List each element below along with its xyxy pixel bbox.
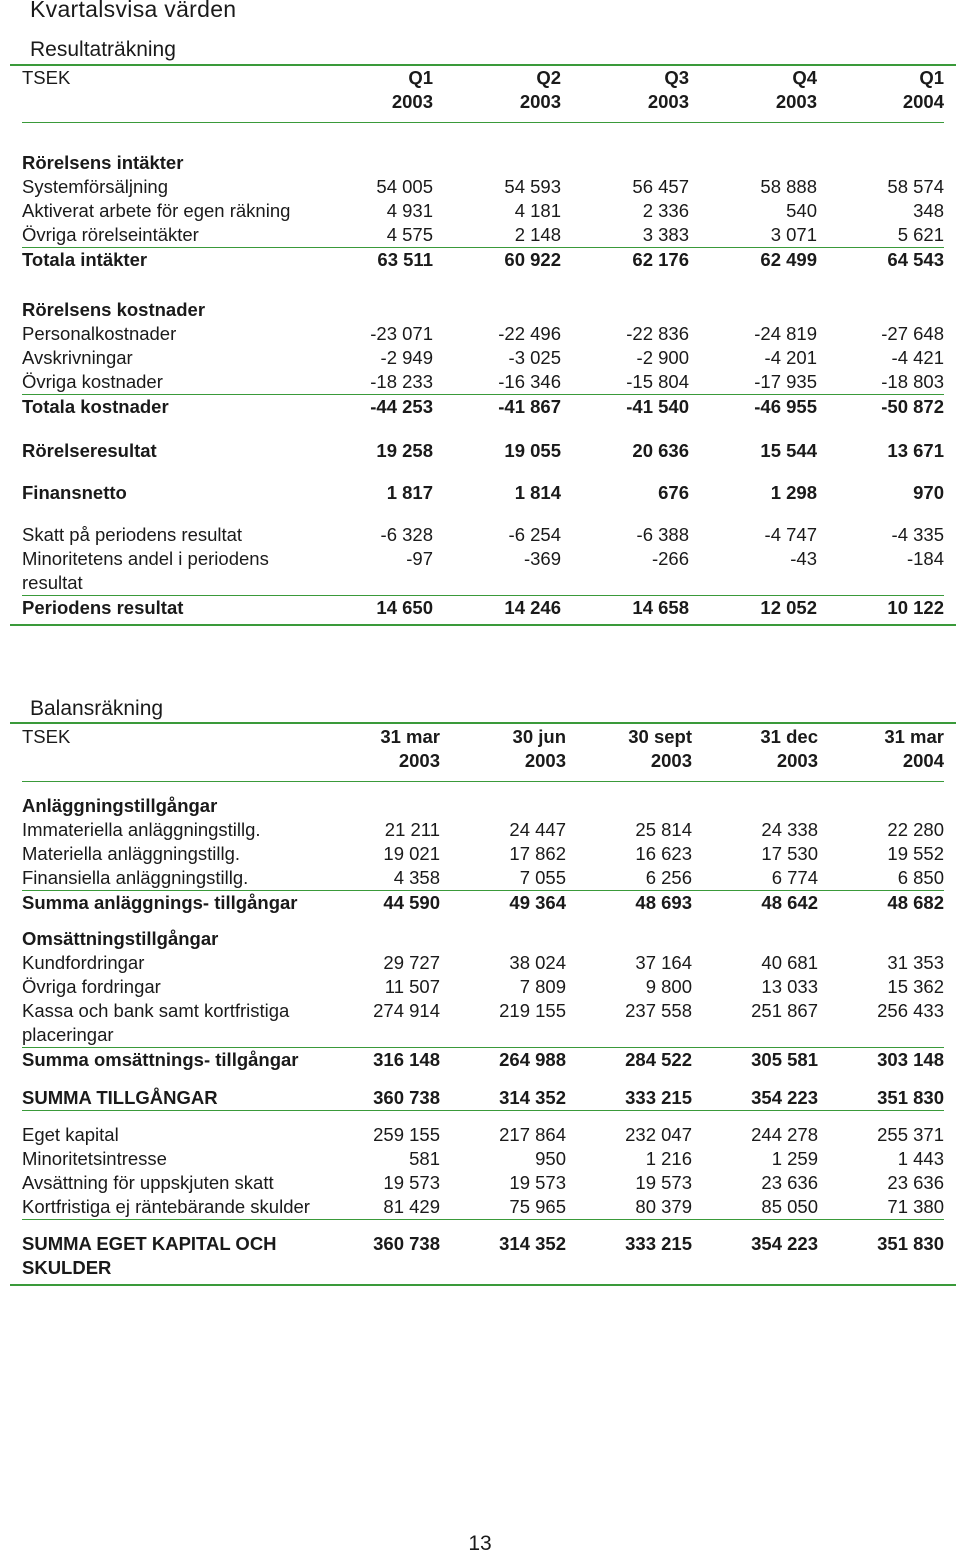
header-row <box>22 725 944 749</box>
value-cell: 676 <box>658 482 689 503</box>
value-cell: 1 259 <box>771 1148 818 1169</box>
value-cell: 232 047 <box>566 1111 692 1148</box>
table-row <box>22 123 944 176</box>
value-cell <box>818 915 944 951</box>
value-cell: 5 621 <box>897 224 944 245</box>
table-row <box>22 1111 944 1148</box>
value-cell: 14 246 <box>433 596 561 621</box>
value-cell: 17 530 <box>761 843 818 864</box>
header-spacer <box>22 90 326 123</box>
value-cell: 12 052 <box>689 596 817 621</box>
value-cell: 351 830 <box>818 1220 944 1281</box>
value-cell: 19 573 <box>635 1172 692 1193</box>
value-cell: 64 543 <box>817 248 944 273</box>
row-label: Immateriella anläggningstillg. <box>22 819 261 840</box>
table-row <box>22 999 944 1048</box>
value-cell: 274 914 <box>373 1000 440 1021</box>
value-cell: 23 636 <box>887 1172 944 1193</box>
value-cell: 81 429 <box>383 1196 440 1217</box>
table-row <box>22 1195 944 1220</box>
value-cell: -46 955 <box>689 395 817 420</box>
row-label: Kundfordringar <box>22 952 145 973</box>
value-cell <box>689 272 817 322</box>
unit-label: TSEK <box>22 67 71 88</box>
value-cell: 284 522 <box>566 1048 692 1073</box>
table-row <box>22 951 944 975</box>
value-cell: 360 738 <box>373 1087 440 1108</box>
value-cell: -27 648 <box>881 323 944 344</box>
row-label: SUMMA TILLGÅNGAR <box>22 1087 218 1108</box>
value-cell: -16 346 <box>498 371 561 392</box>
value-cell: 80 379 <box>635 1196 692 1217</box>
row-label: Avskrivningar <box>22 347 133 368</box>
row-label: Rörelsens kostnader <box>22 299 206 320</box>
value-cell: 10 122 <box>817 596 944 621</box>
row-label: Minoritetsintresse <box>22 1148 167 1169</box>
value-cell: 63 511 <box>326 248 433 273</box>
table-row <box>22 1048 944 1073</box>
value-cell: -6 388 <box>636 524 689 545</box>
table-row <box>22 547 944 596</box>
table-row <box>22 782 944 819</box>
value-cell: -18 233 <box>370 371 433 392</box>
period-header: Q3 <box>664 67 689 88</box>
value-cell: -22 836 <box>626 323 689 344</box>
row-label: Finansnetto <box>22 482 127 503</box>
table-row <box>22 891 944 916</box>
header-row-year <box>22 749 944 782</box>
row-label: Övriga fordringar <box>22 976 161 997</box>
row-label: Systemförsäljning <box>22 176 169 197</box>
value-cell: 1 443 <box>897 1148 944 1169</box>
value-cell: 19 573 <box>383 1172 440 1193</box>
value-cell: 13 033 <box>761 976 818 997</box>
income-statement-table <box>22 66 944 620</box>
value-cell: 1 814 <box>514 482 561 503</box>
value-cell <box>692 915 818 951</box>
value-cell: 48 682 <box>818 891 944 916</box>
table-row <box>22 175 944 199</box>
value-cell: 62 176 <box>561 248 689 273</box>
row-label: Personalkostnader <box>22 323 177 344</box>
value-cell: 16 623 <box>635 843 692 864</box>
value-cell: -4 747 <box>764 524 817 545</box>
value-cell: -4 335 <box>891 524 944 545</box>
value-cell: -24 819 <box>754 323 817 344</box>
value-cell: 11 507 <box>384 976 440 997</box>
period-header: Q1 <box>919 67 944 88</box>
table-row <box>22 1072 944 1111</box>
value-cell: -41 867 <box>433 395 561 420</box>
period-year: 2003 <box>398 750 440 771</box>
value-cell: -2 949 <box>380 347 433 368</box>
table-row <box>22 223 944 248</box>
table-row <box>22 866 944 891</box>
value-cell: 3 383 <box>642 224 689 245</box>
value-cell: 24 447 <box>509 819 566 840</box>
value-cell: 49 364 <box>440 891 566 916</box>
table-row <box>22 505 944 547</box>
value-cell: 333 215 <box>566 1220 692 1281</box>
value-cell: 44 590 <box>326 891 440 916</box>
period-header: 31 dec <box>760 726 818 747</box>
row-label: Eget kapital <box>22 1111 326 1148</box>
value-cell: 581 <box>409 1148 440 1169</box>
income-section-title: Resultaträkning <box>30 38 176 61</box>
row-label: Totala intäkter <box>22 248 326 273</box>
period-header: 30 sept <box>628 726 692 747</box>
value-cell: 6 256 <box>645 867 692 888</box>
period-year: 2003 <box>524 750 566 771</box>
value-cell: 264 988 <box>440 1048 566 1073</box>
value-cell: 219 155 <box>499 1000 566 1021</box>
value-cell: 237 558 <box>625 1000 692 1021</box>
row-label: Totala kostnader <box>22 395 326 420</box>
value-cell: 58 574 <box>887 176 944 197</box>
period-header: 31 mar <box>884 726 944 747</box>
value-cell: 14 658 <box>561 596 689 621</box>
value-cell: 4 575 <box>386 224 433 245</box>
table-row <box>22 975 944 999</box>
period-header: 30 jun <box>512 726 566 747</box>
value-cell <box>692 782 818 819</box>
value-cell: -3 025 <box>508 347 561 368</box>
value-cell: 255 371 <box>818 1111 944 1148</box>
row-label: Kortfristiga ej räntebärande skulder <box>22 1196 310 1217</box>
header-row <box>22 66 944 90</box>
value-cell: 19 258 <box>376 440 433 461</box>
value-cell: -4 421 <box>891 347 944 368</box>
value-cell <box>566 915 692 951</box>
value-cell: 23 636 <box>761 1172 818 1193</box>
value-cell: 314 352 <box>440 1220 566 1281</box>
value-cell: 85 050 <box>761 1196 818 1217</box>
value-cell: 24 338 <box>761 819 818 840</box>
table-row <box>22 248 944 273</box>
value-cell <box>440 782 566 819</box>
value-cell: 1 216 <box>645 1148 692 1169</box>
row-label: Kassa och bank samt kortfristiga placeringar <box>22 1000 290 1045</box>
value-cell <box>689 123 817 176</box>
period-year: 2004 <box>902 91 944 112</box>
value-cell: -17 935 <box>754 371 817 392</box>
value-cell: -50 872 <box>817 395 944 420</box>
value-cell <box>818 782 944 819</box>
period-header: Q2 <box>536 67 561 88</box>
period-year: 2003 <box>647 91 689 112</box>
value-cell: 1 817 <box>386 482 433 503</box>
value-cell: 348 <box>913 200 944 221</box>
value-cell: 4 358 <box>393 867 440 888</box>
value-cell: 60 922 <box>433 248 561 273</box>
value-cell: 256 433 <box>877 1000 944 1021</box>
period-year: 2003 <box>519 91 561 112</box>
balance-section-title: Balansräkning <box>30 697 164 720</box>
period-header: Q1 <box>408 67 433 88</box>
value-cell: -44 253 <box>326 395 433 420</box>
value-cell: 38 024 <box>509 952 566 973</box>
value-cell: 40 681 <box>761 952 818 973</box>
table-row <box>22 346 944 370</box>
value-cell: 6 774 <box>771 867 818 888</box>
value-cell: 13 671 <box>887 440 944 461</box>
value-cell: 58 888 <box>760 176 817 197</box>
row-label: Avsättning för uppskjuten skatt <box>22 1172 274 1193</box>
value-cell: 15 544 <box>760 440 817 461</box>
value-cell: 54 005 <box>376 176 433 197</box>
value-cell <box>326 123 433 176</box>
value-cell: 19 552 <box>887 843 944 864</box>
value-cell: 21 211 <box>384 819 440 840</box>
row-label: Omsättningstillgångar <box>22 928 219 949</box>
table-row <box>22 915 944 951</box>
value-cell: 4 181 <box>514 200 561 221</box>
value-cell <box>817 272 944 322</box>
row-label: Övriga kostnader <box>22 371 163 392</box>
value-cell <box>326 915 440 951</box>
income-bottom-rule <box>10 624 956 626</box>
value-cell: 7 055 <box>519 867 566 888</box>
table-row <box>22 395 944 420</box>
value-cell <box>433 123 561 176</box>
value-cell: 22 280 <box>887 819 944 840</box>
table-row <box>22 272 944 322</box>
value-cell: -43 <box>790 548 817 569</box>
unit-label: TSEK <box>22 726 71 747</box>
value-cell: 62 499 <box>689 248 817 273</box>
row-label: Summa omsättnings- tillgångar <box>22 1048 326 1073</box>
value-cell: 19 573 <box>509 1172 566 1193</box>
value-cell: 19 055 <box>504 440 561 461</box>
header-spacer <box>22 749 326 782</box>
table-row <box>22 818 944 842</box>
value-cell: 17 862 <box>509 843 566 864</box>
row-label: SUMMA EGET KAPITAL OCH SKULDER <box>22 1220 326 1281</box>
balance-bottom-rule <box>10 1284 956 1286</box>
row-label: Periodens resultat <box>22 596 326 621</box>
header-row-year <box>22 90 944 123</box>
row-label: Aktiverat arbete för egen räkning <box>22 200 291 221</box>
table-row <box>22 322 944 346</box>
table-row <box>22 370 944 395</box>
table-row <box>22 1171 944 1195</box>
period-year: 2003 <box>776 750 818 771</box>
value-cell: 54 593 <box>504 176 561 197</box>
value-cell: 970 <box>913 482 944 503</box>
value-cell: 351 830 <box>877 1087 944 1108</box>
value-cell <box>433 272 561 322</box>
value-cell: 360 738 <box>326 1220 440 1281</box>
value-cell <box>440 915 566 951</box>
value-cell: -6 328 <box>380 524 433 545</box>
row-label: Rörelsens intäkter <box>22 123 326 176</box>
row-label: Finansiella anläggningstillg. <box>22 867 249 888</box>
value-cell: 354 223 <box>751 1087 818 1108</box>
value-cell: 251 867 <box>751 1000 818 1021</box>
period-year: 2003 <box>775 91 817 112</box>
value-cell: -369 <box>523 548 561 569</box>
table-row <box>22 596 944 621</box>
value-cell: -22 496 <box>498 323 561 344</box>
balance-top-rule <box>10 722 956 724</box>
value-cell: 540 <box>786 200 817 221</box>
value-cell: -184 <box>906 548 944 569</box>
value-cell: 29 727 <box>383 952 440 973</box>
period-header: 31 mar <box>380 726 440 747</box>
value-cell: 259 155 <box>326 1111 440 1148</box>
table-row <box>22 463 944 505</box>
value-cell: 3 071 <box>770 224 817 245</box>
value-cell: -2 900 <box>636 347 689 368</box>
value-cell: 314 352 <box>499 1087 566 1108</box>
table-row <box>22 1147 944 1171</box>
value-cell: 244 278 <box>692 1111 818 1148</box>
value-cell: 20 636 <box>632 440 689 461</box>
value-cell: 25 814 <box>635 819 692 840</box>
value-cell: 333 215 <box>625 1087 692 1108</box>
value-cell: 31 353 <box>887 952 944 973</box>
value-cell: 1 298 <box>770 482 817 503</box>
value-cell: 48 693 <box>566 891 692 916</box>
row-label: Rörelseresultat <box>22 440 157 461</box>
value-cell <box>817 123 944 176</box>
period-year: 2003 <box>650 750 692 771</box>
value-cell: 6 850 <box>897 867 944 888</box>
value-cell: 37 164 <box>635 952 692 973</box>
value-cell: 217 864 <box>440 1111 566 1148</box>
page-title: Kvartalsvisa värden <box>30 0 237 22</box>
row-label: Övriga rörelseintäkter <box>22 224 199 245</box>
row-label: Skatt på periodens resultat <box>22 524 243 545</box>
value-cell: -41 540 <box>561 395 689 420</box>
value-cell: -18 803 <box>881 371 944 392</box>
table-row <box>22 1220 944 1281</box>
value-cell: -266 <box>651 548 689 569</box>
value-cell: 19 021 <box>383 843 440 864</box>
balance-sheet-table <box>22 725 944 1280</box>
value-cell: -6 254 <box>508 524 561 545</box>
table-row <box>22 419 944 463</box>
row-label: Materiella anläggningstillg. <box>22 843 241 864</box>
value-cell <box>326 782 440 819</box>
period-header: Q4 <box>792 67 817 88</box>
period-year: 2004 <box>902 750 944 771</box>
value-cell: 15 362 <box>887 976 944 997</box>
value-cell: 316 148 <box>326 1048 440 1073</box>
value-cell: 48 642 <box>692 891 818 916</box>
period-year: 2003 <box>391 91 433 112</box>
value-cell <box>566 782 692 819</box>
value-cell: 2 148 <box>514 224 561 245</box>
value-cell: 14 650 <box>326 596 433 621</box>
value-cell: -15 804 <box>626 371 689 392</box>
value-cell <box>561 123 689 176</box>
value-cell: -23 071 <box>370 323 433 344</box>
value-cell: -4 201 <box>764 347 817 368</box>
value-cell: 2 336 <box>642 200 689 221</box>
page-number: 13 <box>468 1532 492 1555</box>
value-cell: 7 809 <box>519 976 566 997</box>
table-row <box>22 842 944 866</box>
row-label: Summa anläggnings- tillgångar <box>22 891 326 916</box>
value-cell: 9 800 <box>645 976 692 997</box>
value-cell: 56 457 <box>632 176 689 197</box>
value-cell: 354 223 <box>692 1220 818 1281</box>
value-cell: -97 <box>406 548 433 569</box>
value-cell <box>326 272 433 322</box>
value-cell: 950 <box>535 1148 566 1169</box>
value-cell <box>561 272 689 322</box>
row-label: Minoritetens andel i periodens resultat <box>22 548 269 593</box>
value-cell: 71 380 <box>887 1196 944 1217</box>
value-cell: 75 965 <box>509 1196 566 1217</box>
value-cell: 4 931 <box>386 200 433 221</box>
row-label: Anläggningstillgångar <box>22 782 326 819</box>
table-row <box>22 199 944 223</box>
value-cell: 303 148 <box>818 1048 944 1073</box>
value-cell: 305 581 <box>692 1048 818 1073</box>
